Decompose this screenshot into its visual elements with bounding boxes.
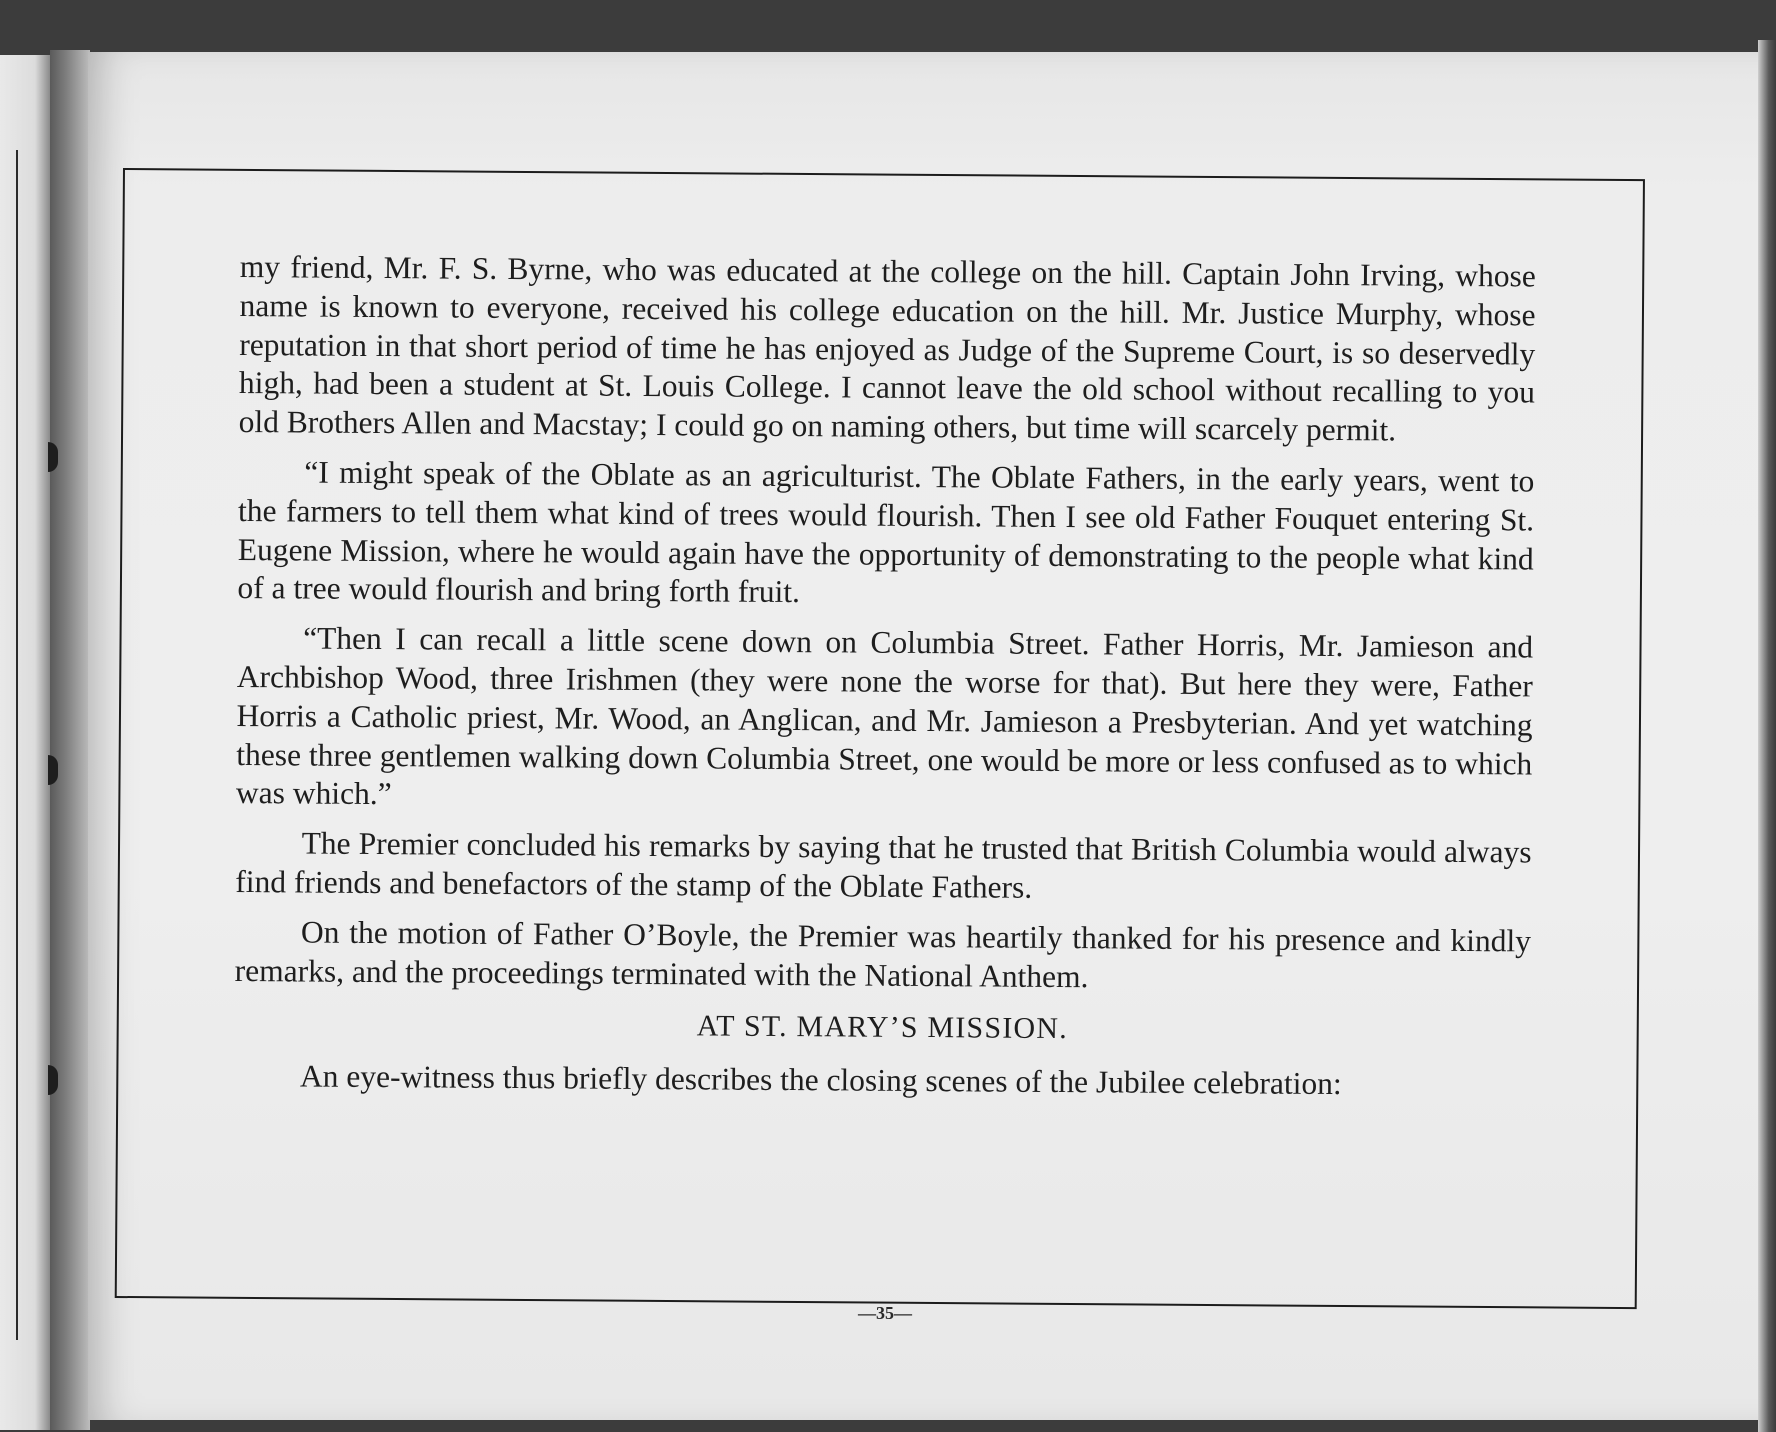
binding-hole (48, 1065, 58, 1095)
binding-hole (48, 755, 58, 785)
section-heading: AT ST. MARY’S MISSION. (696, 1009, 1069, 1046)
body-paragraph: “I might speak of the Oblate as an agriculturist. The Oblate Fathers, in the early years, went to the farmers to tell them what kind of trees would flourish. Then I see old Father Fouquet entering St. Eugene Mission, where he would again have the opportunity of demonstrating to the people what kind of a tree would flourish and bring forth fruit. (237, 454, 1535, 610)
body-paragraph: On the motion of Father O’Boyle, the Premier was heartily thanked for his presence and kindly remarks, and the proceedings terminated with the National Anthem. (234, 914, 1532, 994)
closing-paragraph: An eye-witness thus briefly describes the closing scenes of the Jubilee celebration: (299, 1058, 1342, 1102)
book-gutter (50, 50, 90, 1430)
page-right-edge (1758, 40, 1776, 1432)
previous-page-border-rule (16, 150, 18, 1340)
page-body (234, 248, 1536, 1116)
page-number: —35— (858, 1303, 912, 1323)
previous-page-edge (0, 55, 50, 1430)
body-paragraph: “Then I can recall a little scene down on Columbia Street. Father Horris, Mr. Jamieson and Archbishop Wood, three Irishmen (they were none the worse for that). But here they were, Father Horris a Catholic priest, Mr. Wood, an Anglican, and Mr. Jamieson a Presbyterian. And yet watching these three gentlemen walking down Columbia Street, one would be more or less confused as to which was which.” (235, 620, 1534, 812)
binding-hole (48, 442, 58, 472)
body-paragraph: The Premier concluded his remarks by saying that he trusted that British Columbia would always find friends and benefactors of the stamp of the Oblate Fathers. (235, 825, 1532, 905)
body-paragraph: my friend, Mr. F. S. Byrne, who was educated at the college on the hill. Captain John Irving, whose name is known to everyone, received his college education on the hill. Mr. Justice Murphy, whose reputation in that short period of time he has enjoyed as Judge of the Supreme Court, is so deservedly high, had been a student at St. Louis College. I cannot leave the old school without recalling to you old Brothers Allen and Macstay; I could go on naming others, but time will scarcely permit. (238, 248, 1536, 448)
